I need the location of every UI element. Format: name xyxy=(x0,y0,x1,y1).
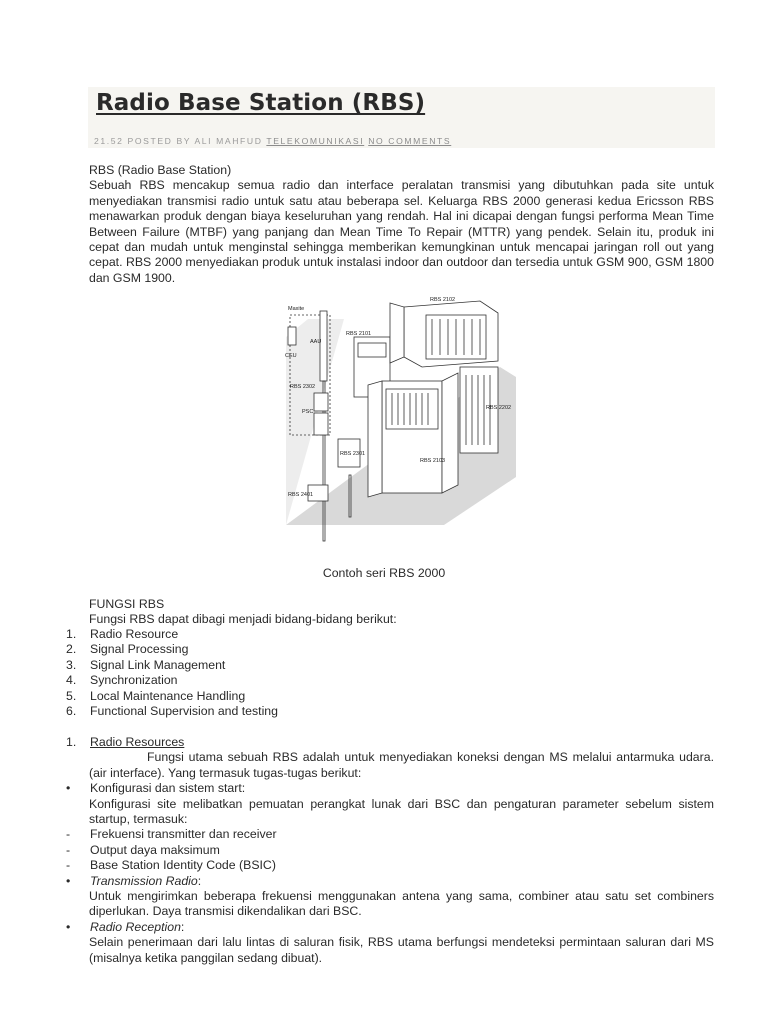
label-rbs-2101: RBS 2101 xyxy=(346,331,372,337)
comments-link[interactable]: NO COMMENTS xyxy=(368,136,452,146)
dash-text: Output daya maksimum xyxy=(90,842,220,857)
list-label: Synchronization xyxy=(90,673,178,688)
label-ceu: CEU xyxy=(285,353,297,359)
post-author: POSTED BY ALI MAHFUD xyxy=(127,136,263,146)
list-number: 4. xyxy=(66,673,77,688)
fungsi-section xyxy=(89,597,714,628)
list-item xyxy=(66,673,278,688)
list-label: Radio Resource xyxy=(90,627,179,641)
dash-mark: - xyxy=(66,842,71,857)
label-psc: PSC xyxy=(302,409,314,415)
fungsi-intro: Fungsi RBS dapat dibagi menjadi bidang-bidang berikut: xyxy=(89,612,397,627)
list-number: 2. xyxy=(66,642,77,657)
bullet-konfigurasi xyxy=(66,781,714,796)
rbs-2000-figure xyxy=(284,297,520,547)
bullet-reception xyxy=(66,920,714,935)
intro-section xyxy=(89,163,714,286)
intro-paragraph: Sebuah RBS mencakup semua radio dan interface peralatan transmisi yang dibutuhkan pada site untuk menyediakan transmisi radio untuk satu atau beberapa sel. Keluarga RBS 2000 generasi kedua Ericsson RBS menawarkan produk dengan biaya keseluruhan yang rendah. Hal ini dicapai dengan fungsi performa Mean Time Between Failure (MTBF) yang panjang dan Mean Time To Repair (MTTR) yang pendek. Selain itu, produk ini cepat dan mudah untuk menginstal sehingga memberikan kemungkinan untuk mencapai jaringan roll out yang cepat. RBS 2000 menyediakan produk untuk instalasi indoor dan outdoor dan tersedia untuk GSM 900, GSM 1800 dan GSM 1900. xyxy=(89,178,714,285)
label-aau: AAU xyxy=(310,339,322,345)
list-item xyxy=(66,627,278,642)
post-time: 21.52 xyxy=(94,136,124,146)
list-label: Signal Link Management xyxy=(90,657,226,672)
radio-resources-heading xyxy=(66,735,714,750)
list-number: 1. xyxy=(66,627,77,641)
dash-item xyxy=(66,858,714,873)
list-item xyxy=(66,704,278,719)
list-item xyxy=(66,689,278,704)
post-title[interactable]: Radio Base Station (RBS) xyxy=(96,90,426,116)
bullet-colon: : xyxy=(197,873,202,888)
post-meta xyxy=(94,136,451,146)
fungsi-heading: FUNGSI RBS xyxy=(89,597,165,611)
bullet-mark: • xyxy=(66,919,71,934)
bullet-transmission-text: Untuk mengirimkan beberapa frekuensi menggunakan antena yang sama, combiner atau satu set combiners diperlukan. Daya transmisi dikendalikan dari BSC. xyxy=(89,889,714,919)
label-rbs-2302: RBS 2302 xyxy=(290,384,316,390)
intro-heading: RBS (Radio Base Station) xyxy=(89,163,232,177)
radio-resources-section xyxy=(66,735,714,966)
radio-resources-paragraph: Fungsi utama sebuah RBS adalah untuk menyediakan koneksi dengan MS melalui antarmuka udara.(air interface). Yang termasuk tugas-tugas berikut: xyxy=(89,750,714,780)
bullet-mark: • xyxy=(66,873,71,888)
list-label: Local Maintenance Handling xyxy=(90,688,246,703)
dash-item xyxy=(66,843,714,858)
dash-mark: - xyxy=(66,858,71,873)
label-rbs-2102: RBS 2102 xyxy=(430,297,456,303)
section-number: 1. xyxy=(66,735,77,749)
list-number: 6. xyxy=(66,704,77,719)
section-title: Radio Resources xyxy=(90,735,185,749)
bullet-title: Radio Reception xyxy=(90,919,181,934)
bullet-mark: • xyxy=(66,781,71,796)
label-rbs-2103: RBS 2103 xyxy=(420,458,446,464)
bullet-transmission xyxy=(66,874,714,889)
dash-item xyxy=(66,827,714,842)
bullet-konfigurasi-text: Konfigurasi site melibatkan pemuatan perangkat lunak dari BSC dan pengaturan parameter sebelum sistem startup, termasuk: xyxy=(89,796,714,827)
list-label: Signal Processing xyxy=(90,642,189,657)
bullet-colon: : xyxy=(180,919,185,934)
dash-mark: - xyxy=(66,827,71,842)
bullet-reception-text: Selain penerimaan dari lalu lintas di saluran fisik, RBS utama berfungsi mendeteksi permintaan saluran dari MS (misalnya ketika panggilan sedang dibuat). xyxy=(89,935,714,965)
category-link[interactable]: TELEKOMUNIKASI xyxy=(266,136,365,146)
label-maxite: Maxite xyxy=(288,306,305,312)
dash-text: Frekuensi transmitter dan receiver xyxy=(90,827,277,842)
bullet-title: Transmission Radio xyxy=(90,873,198,888)
dash-text: Base Station Identity Code (BSIC) xyxy=(90,858,276,873)
list-item xyxy=(66,658,278,673)
list-item xyxy=(66,642,278,657)
figure-caption: Contoh seri RBS 2000 xyxy=(322,566,446,580)
label-rbs-2401: RBS 2401 xyxy=(288,492,314,498)
fungsi-list xyxy=(66,627,278,719)
label-rbs-2301: RBS 2301 xyxy=(340,451,366,457)
label-rbs-2202: RBS 2202 xyxy=(486,405,512,411)
list-number: 5. xyxy=(66,688,77,703)
bullet-title: Konfigurasi dan sistem start: xyxy=(90,781,246,796)
list-number: 3. xyxy=(66,657,77,672)
post-header xyxy=(88,87,715,148)
list-label: Functional Supervision and testing xyxy=(90,704,278,719)
